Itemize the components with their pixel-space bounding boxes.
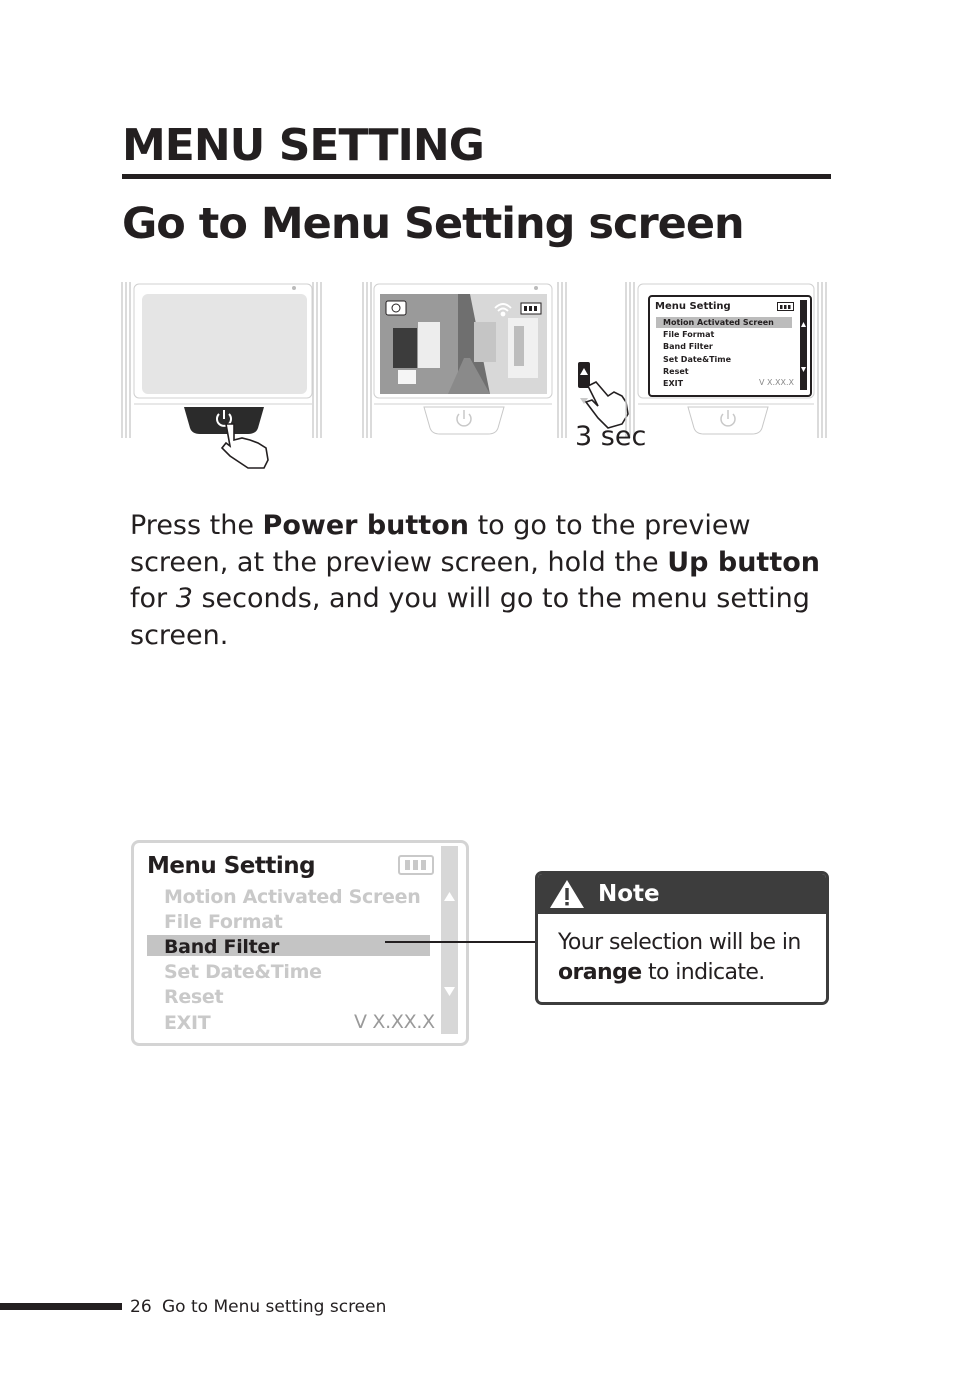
note-text-part: Your selection will be in: [558, 930, 801, 955]
warning-icon: [548, 878, 586, 910]
footer-page-title: Go to Menu setting screen: [162, 1297, 387, 1317]
footer-bar: [0, 1303, 122, 1310]
menu-title: Menu Setting: [147, 853, 316, 879]
title-rule: [122, 174, 831, 179]
mini-menu-item: EXIT: [663, 379, 684, 388]
up-button-label: Up button: [667, 546, 821, 578]
mini-scrollbar: [800, 300, 807, 390]
mini-menu-item: Motion Activated Screen: [663, 318, 774, 327]
instruction-text: to go to the preview screen, at the preview screen, hold the: [130, 510, 751, 578]
note-highlight-word: orange: [558, 960, 642, 985]
hold-time-label: 3 sec: [575, 421, 647, 452]
menu-scrollbar[interactable]: [441, 846, 458, 1034]
power-button-label: Power button: [262, 510, 469, 541]
mini-menu-item: Set Date&Time: [663, 355, 732, 364]
menu-item-band-filter[interactable]: Band Filter: [164, 936, 280, 958]
note-text-part: to indicate.: [641, 960, 765, 985]
mini-menu-item: File Format: [663, 330, 715, 339]
page-heading: Go to Menu Setting screen: [122, 199, 744, 249]
menu-setting-example: [131, 840, 469, 1046]
scroll-up-icon: [444, 892, 455, 901]
note-text: [558, 928, 820, 988]
device-preview-illustration: [363, 282, 590, 438]
instruction-text: seconds, and you will go to the menu setting screen.: [130, 583, 810, 651]
mini-menu-item: Band Filter: [663, 342, 713, 351]
instruction-paragraph: [130, 508, 850, 654]
note-header: [538, 874, 826, 914]
callout-connector-line: [385, 941, 537, 943]
battery-icon: [521, 303, 541, 314]
mini-menu-title: Menu Setting: [655, 301, 731, 312]
menu-item-exit[interactable]: EXIT: [164, 1012, 211, 1034]
battery-icon: [777, 302, 795, 312]
scroll-down-icon: [444, 987, 455, 996]
menu-item-motion-activated-screen[interactable]: Motion Activated Screen: [164, 886, 421, 908]
page-number: 26: [130, 1297, 152, 1317]
instruction-text: Press the: [130, 510, 263, 541]
note-box: [535, 871, 829, 1005]
menu-item-reset[interactable]: Reset: [164, 986, 224, 1008]
menu-item-set-date-time[interactable]: Set Date&Time: [164, 961, 322, 983]
menu-item-file-format[interactable]: File Format: [164, 911, 283, 933]
camera-icon: [386, 301, 406, 315]
instruction-text: for: [130, 583, 176, 614]
mini-menu-version: V X.XX.X: [758, 378, 794, 387]
section-title: MENU SETTING: [122, 120, 484, 171]
mini-menu-item: Reset: [663, 367, 689, 376]
battery-icon: [398, 855, 434, 875]
version-label: V X.XX.X: [354, 1011, 435, 1033]
mini-menu-screen: [648, 295, 812, 397]
power-button-pressed: [184, 407, 264, 434]
note-title: Note: [598, 881, 660, 907]
scroll-arrows: [800, 300, 807, 390]
seconds-value: 3: [175, 583, 193, 614]
